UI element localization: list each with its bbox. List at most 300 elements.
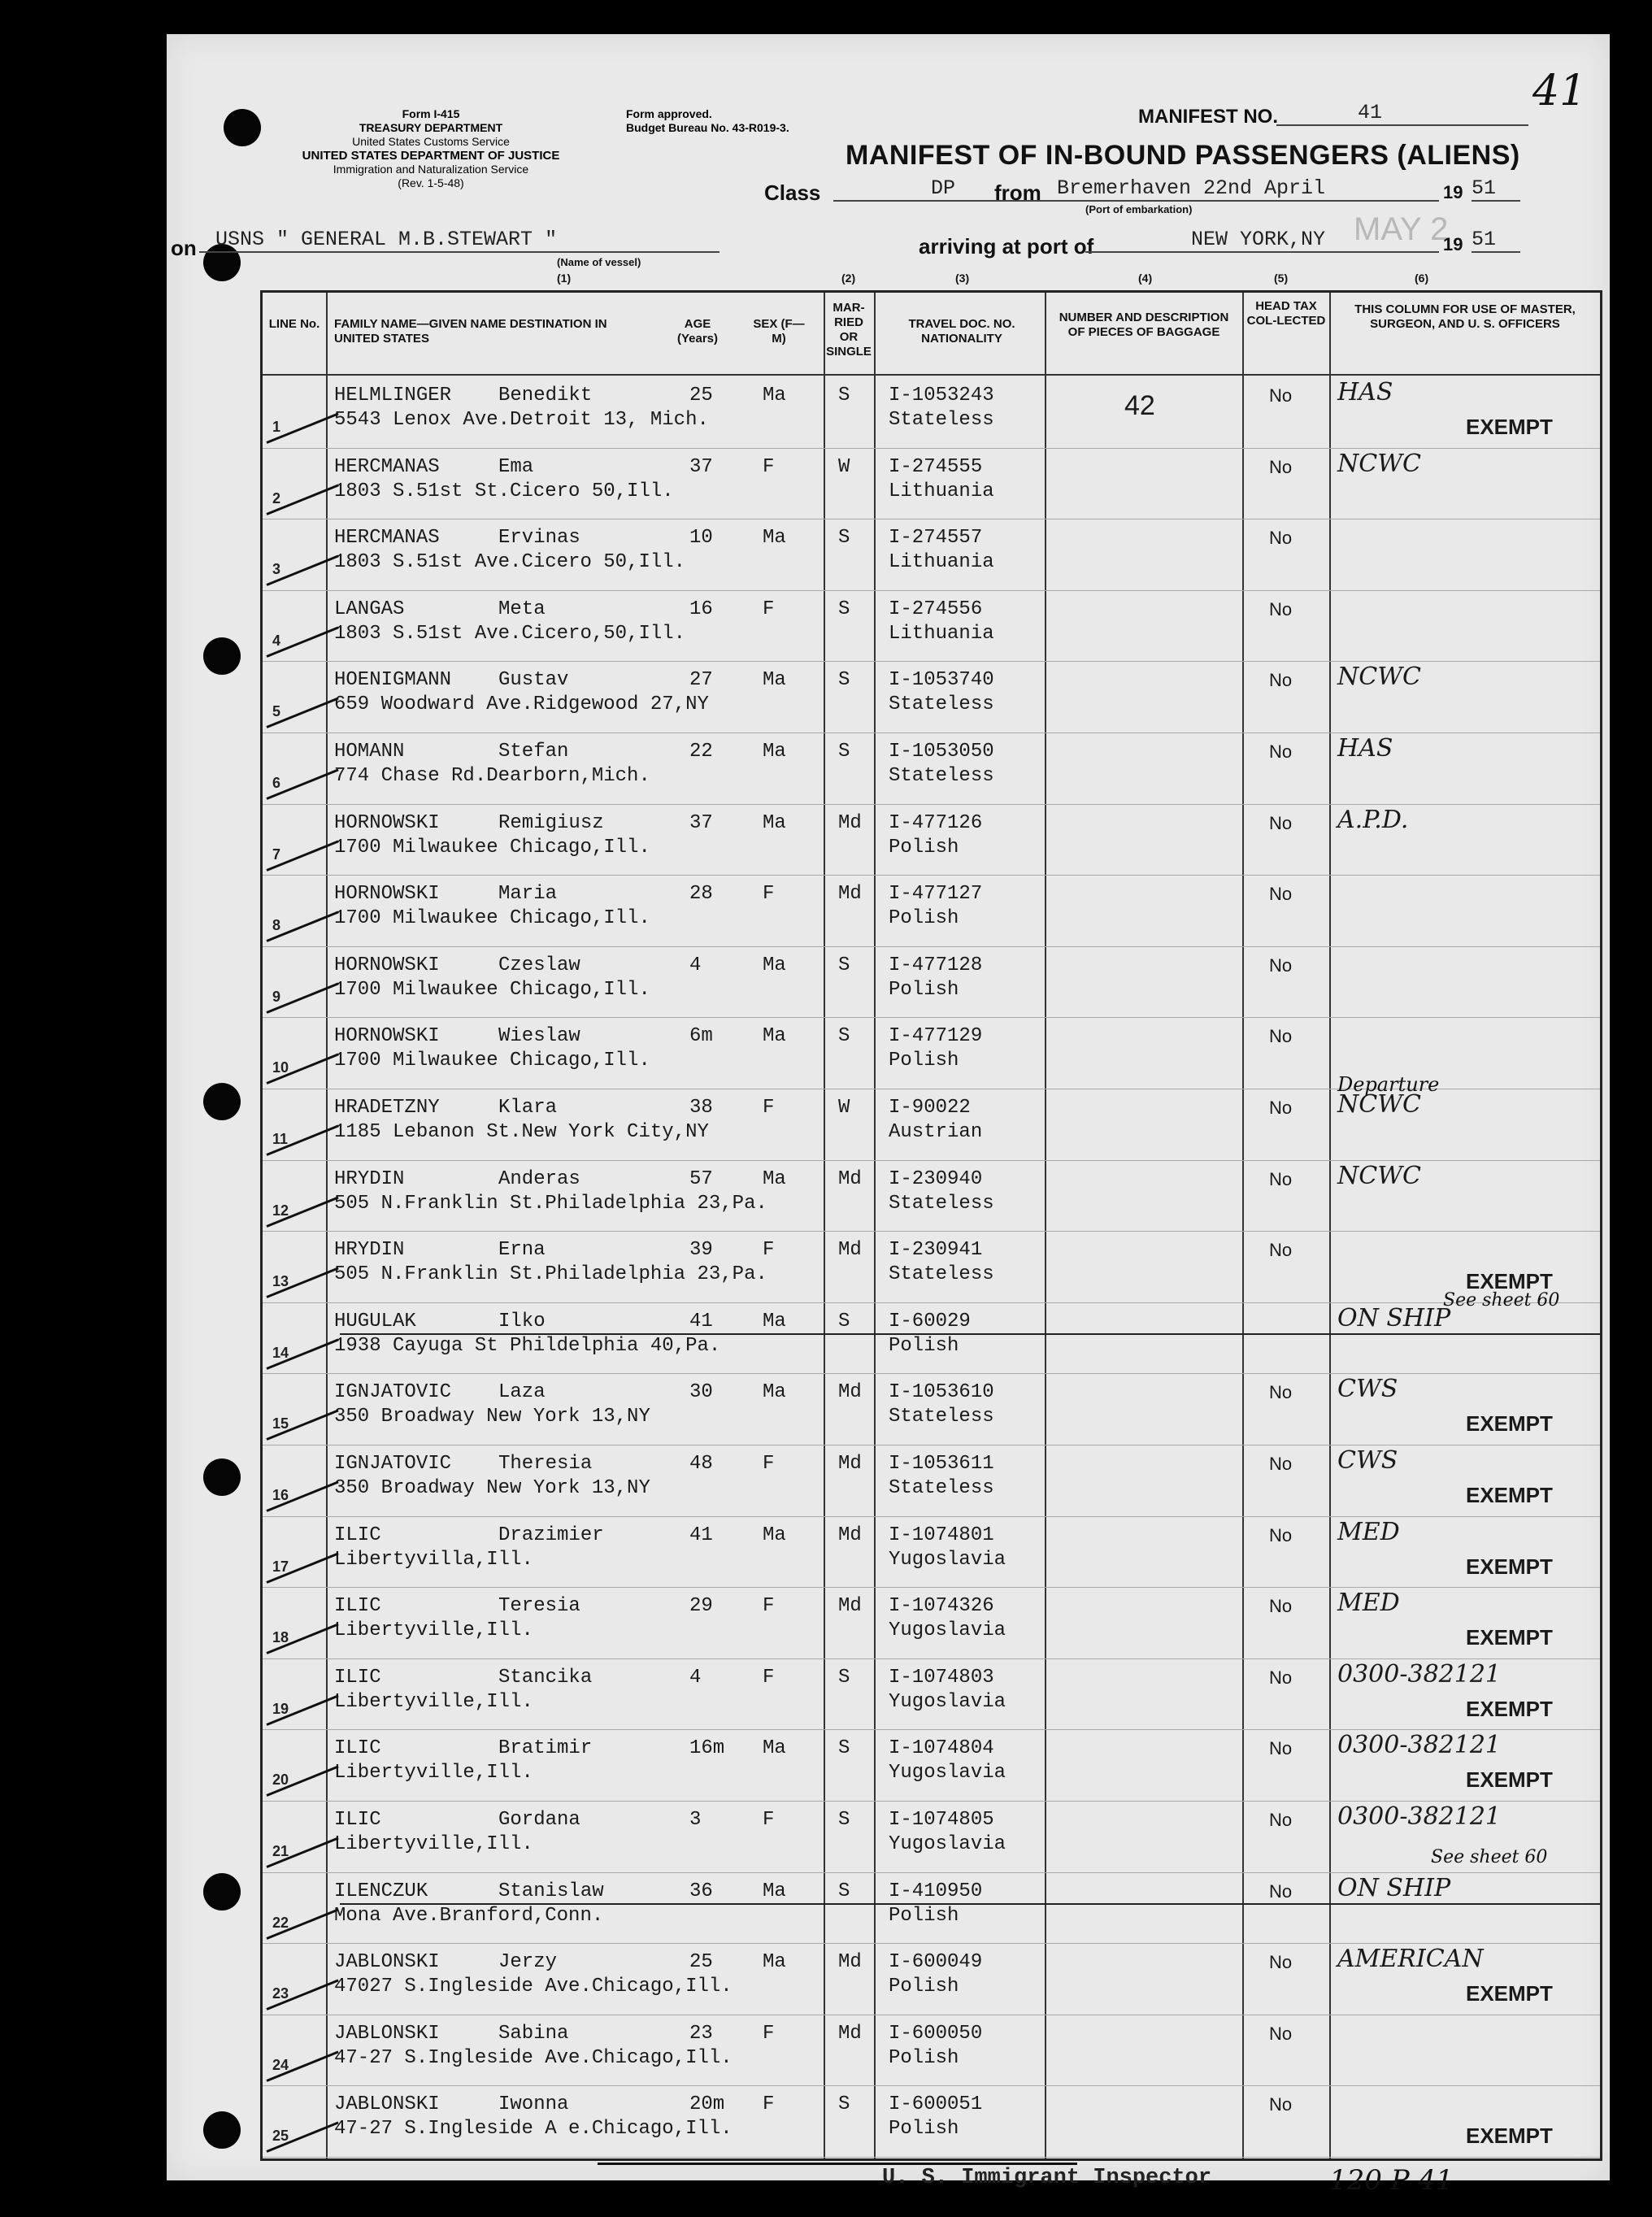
head-tax: No bbox=[1269, 1454, 1293, 1474]
manifest-no-text: 41 bbox=[1358, 101, 1383, 124]
col-number-4: (4) bbox=[1138, 272, 1153, 285]
officer-note: MED bbox=[1337, 1589, 1400, 1618]
marital-status: Md bbox=[838, 883, 862, 906]
given-name: Teresia bbox=[498, 1595, 580, 1618]
sex-value: F bbox=[763, 2022, 775, 2045]
marital-status: S bbox=[838, 1666, 850, 1689]
year-text: 51 bbox=[1472, 176, 1497, 200]
table-row bbox=[263, 1729, 1600, 1802]
line-number: 2 bbox=[272, 489, 281, 506]
destination-address: 1700 Milwaukee Chicago,Ill. bbox=[334, 836, 650, 859]
nationality: Stateless bbox=[889, 1192, 994, 1215]
age-value: 4 bbox=[689, 1666, 702, 1689]
age-value: 37 bbox=[689, 811, 713, 834]
age-value: 22 bbox=[689, 741, 713, 763]
family-name: ILIC bbox=[334, 1737, 381, 1760]
class-text: DP bbox=[931, 176, 956, 200]
travel-doc-no: I-1074804 bbox=[889, 1737, 994, 1760]
nationality: Stateless bbox=[889, 765, 994, 787]
line-number: 4 bbox=[272, 632, 281, 649]
table-row bbox=[263, 1943, 1600, 2015]
nationality: Stateless bbox=[889, 1477, 994, 1499]
given-name: Ervinas bbox=[498, 527, 580, 550]
travel-doc-no: I-60029 bbox=[889, 1310, 971, 1332]
given-name: Meta bbox=[498, 598, 546, 620]
sex-value: F bbox=[763, 455, 775, 478]
marital-status: Md bbox=[838, 1239, 862, 1262]
family-name: ILIC bbox=[334, 1809, 381, 1831]
table-row bbox=[263, 1516, 1600, 1589]
line-number: 7 bbox=[272, 846, 281, 863]
see-sheet-note-1: See sheet 60 bbox=[1443, 1290, 1560, 1311]
sex-value: Ma bbox=[763, 527, 786, 550]
destination-address: 350 Broadway New York 13,NY bbox=[334, 1477, 650, 1499]
given-name: Iwonna bbox=[498, 2093, 569, 2116]
given-name: Benedikt bbox=[498, 385, 593, 406]
table-row bbox=[263, 661, 1600, 733]
class-label: Class bbox=[764, 180, 821, 205]
nationality: Polish bbox=[889, 1904, 959, 1927]
nationality: Polish bbox=[889, 1050, 959, 1072]
line-number: 14 bbox=[272, 1344, 289, 1361]
nationality: Lithuania bbox=[889, 480, 994, 502]
family-name: HOENIGMANN bbox=[334, 669, 452, 692]
family-name: HELMLINGER bbox=[334, 385, 452, 406]
marital-status: S bbox=[838, 2093, 850, 2116]
travel-doc-no: I-1053610 bbox=[889, 1381, 994, 1404]
given-name: Gordana bbox=[498, 1809, 580, 1831]
table-row bbox=[263, 2015, 1600, 2087]
marital-status: Md bbox=[838, 1381, 862, 1404]
exempt-stamp: EXEMPT bbox=[1466, 1767, 1553, 1793]
marital-status: S bbox=[838, 1025, 850, 1048]
year-prefix: 19 bbox=[1443, 182, 1463, 202]
given-name: Ema bbox=[498, 455, 534, 478]
destination-address: 505 N.Franklin St.Philadelphia 23,Pa. bbox=[334, 1192, 767, 1215]
officer-note: ON SHIP bbox=[1337, 1873, 1451, 1902]
age-value: 28 bbox=[689, 883, 713, 906]
col-header-sex: SEX (F—M) bbox=[753, 317, 805, 346]
age-value: 25 bbox=[689, 1951, 713, 1974]
col-header-age: AGE (Years) bbox=[676, 317, 719, 346]
destination-address: 350 Broadway New York 13,NY bbox=[334, 1406, 650, 1428]
given-name: Stanislaw bbox=[498, 1880, 604, 1902]
officer-note: A.P.D. bbox=[1337, 805, 1409, 834]
age-value: 36 bbox=[689, 1880, 713, 1902]
sex-value: F bbox=[763, 1809, 775, 1831]
officer-note: CWS bbox=[1337, 1375, 1398, 1404]
destination-address: Libertyville,Ill. bbox=[334, 1762, 533, 1784]
col-header-officers: THIS COLUMN FOR USE OF MASTER, SURGEON, AND U. S. OFFICERS bbox=[1354, 302, 1576, 331]
line-number: 21 bbox=[272, 1843, 289, 1859]
manifest-page bbox=[167, 34, 1610, 2197]
marital-status: S bbox=[838, 1880, 850, 1902]
table-row bbox=[263, 590, 1600, 663]
travel-doc-no: I-1074326 bbox=[889, 1595, 994, 1618]
destination-address: 1185 Lebanon St.New York City,NY bbox=[334, 1121, 709, 1143]
exempt-stamp: EXEMPT bbox=[1466, 415, 1553, 439]
head-tax: No bbox=[1269, 598, 1293, 619]
punch-hole bbox=[203, 637, 241, 675]
sex-value: F bbox=[763, 1453, 775, 1475]
col-header-baggage: NUMBER AND DESCRIPTION OF PIECES OF BAGGAGE bbox=[1059, 311, 1229, 339]
vessel-value bbox=[199, 228, 719, 253]
sex-value: Ma bbox=[763, 1310, 786, 1332]
manifest-no-label: MANIFEST NO. bbox=[1138, 106, 1278, 128]
travel-doc-no: I-1053243 bbox=[889, 385, 994, 406]
age-value: 48 bbox=[689, 1453, 713, 1475]
nationality: Lithuania bbox=[889, 551, 994, 574]
head-tax: No bbox=[1269, 1880, 1293, 1902]
officer-note: 0300-382121 bbox=[1337, 1731, 1502, 1760]
travel-doc-no: I-1053050 bbox=[889, 741, 994, 763]
line-number: 1 bbox=[272, 419, 281, 435]
head-tax: No bbox=[1269, 2094, 1293, 2115]
family-name: ILIC bbox=[334, 1524, 381, 1546]
officer-note: 0300-382121 bbox=[1337, 1659, 1502, 1689]
table-row bbox=[263, 1231, 1600, 1303]
age-value: 57 bbox=[689, 1167, 713, 1190]
given-name: Anderas bbox=[498, 1167, 580, 1190]
head-tax: No bbox=[1269, 2023, 1293, 2044]
marital-status: Md bbox=[838, 1453, 862, 1475]
head-tax: No bbox=[1269, 884, 1293, 905]
nationality: Polish bbox=[889, 836, 959, 859]
sex-value: Ma bbox=[763, 1167, 786, 1190]
travel-doc-no: I-1074801 bbox=[889, 1524, 994, 1546]
punch-hole bbox=[203, 1458, 241, 1496]
sex-value: Ma bbox=[763, 1951, 786, 1974]
family-name: HOMANN bbox=[334, 741, 405, 763]
destination-address: 1700 Milwaukee Chicago,Ill. bbox=[334, 978, 650, 1001]
form-number: Form I-415 bbox=[402, 107, 460, 120]
sex-value: F bbox=[763, 1239, 775, 1262]
line-number: 13 bbox=[272, 1273, 289, 1290]
nationality: Yugoslavia bbox=[889, 1833, 1006, 1855]
family-name: HERCMANAS bbox=[334, 527, 440, 550]
sex-value: Ma bbox=[763, 1524, 786, 1546]
footer-code: 120 P 41 bbox=[1329, 2164, 1454, 2197]
exempt-stamp: EXEMPT bbox=[1466, 1554, 1553, 1579]
travel-doc-no: I-274557 bbox=[889, 527, 983, 550]
line-number: 19 bbox=[272, 1700, 289, 1717]
marital-status: Md bbox=[838, 1595, 862, 1618]
punch-hole bbox=[203, 1083, 241, 1120]
line-number: 15 bbox=[272, 1415, 289, 1432]
destination-address: 47027 S.Ingleside Ave.Chicago,Ill. bbox=[334, 1976, 733, 1998]
age-value: 23 bbox=[689, 2022, 713, 2045]
officer-note: NCWC bbox=[1337, 1090, 1421, 1119]
given-name: Theresia bbox=[498, 1453, 593, 1475]
punch-hole bbox=[203, 2111, 241, 2149]
exempt-stamp: EXEMPT bbox=[1466, 1483, 1553, 1507]
head-tax: No bbox=[1269, 812, 1293, 833]
line-number: 11 bbox=[272, 1131, 289, 1147]
form-approved: Form approved. bbox=[626, 107, 712, 120]
age-value: 37 bbox=[689, 455, 713, 478]
age-value: 41 bbox=[689, 1310, 713, 1332]
sex-value: Ma bbox=[763, 811, 786, 834]
department-of-justice: UNITED STATES DEPARTMENT OF JUSTICE bbox=[302, 149, 560, 163]
travel-doc-no: I-274556 bbox=[889, 598, 983, 620]
line-number: 20 bbox=[272, 1771, 289, 1789]
embarkation-text: Bremerhaven 22nd April bbox=[1057, 176, 1326, 200]
on-label: on bbox=[171, 236, 197, 260]
family-name: IGNJATOVIC bbox=[334, 1381, 452, 1404]
baggage-count: 42 bbox=[1124, 390, 1155, 421]
destination-address: 1938 Cayuga St Phildelphia 40,Pa. bbox=[334, 1334, 721, 1357]
line-number: 12 bbox=[272, 1202, 289, 1219]
given-name: Czeslaw bbox=[498, 954, 580, 976]
travel-doc-no: I-600050 bbox=[889, 2022, 983, 2045]
head-tax: No bbox=[1269, 528, 1293, 549]
line-number: 22 bbox=[272, 1914, 289, 1931]
marital-status: S bbox=[838, 741, 850, 763]
age-value: 39 bbox=[689, 1239, 713, 1262]
col-number-3: (3) bbox=[955, 272, 970, 285]
given-name: Ilko bbox=[498, 1310, 546, 1332]
marital-status: Md bbox=[838, 2022, 862, 2045]
nationality: Yugoslavia bbox=[889, 1690, 1006, 1713]
travel-doc-no: I-1074805 bbox=[889, 1809, 994, 1831]
family-name: IGNJATOVIC bbox=[334, 1453, 452, 1475]
passenger-table bbox=[260, 290, 1602, 2161]
travel-doc-no: I-477129 bbox=[889, 1025, 983, 1048]
header-divider bbox=[263, 374, 1600, 376]
marital-status: S bbox=[838, 1310, 850, 1332]
given-name: Drazimier bbox=[498, 1524, 604, 1546]
year-prefix-2: 19 bbox=[1443, 234, 1463, 254]
marital-status: S bbox=[838, 385, 850, 406]
age-value: 20m bbox=[689, 2093, 725, 2116]
nationality: Stateless bbox=[889, 1406, 994, 1428]
exempt-stamp: EXEMPT bbox=[1466, 1696, 1553, 1721]
exempt-stamp: EXEMPT bbox=[1466, 1981, 1553, 2006]
given-name: Erna bbox=[498, 1239, 546, 1262]
vessel-text: USNS " GENERAL M.B.STEWART " bbox=[215, 228, 558, 251]
destination-address: 47-27 S.Ingleside A e.Chicago,Ill. bbox=[334, 2118, 733, 2141]
table-row bbox=[263, 519, 1600, 591]
table-row bbox=[263, 1373, 1600, 1445]
exempt-stamp: EXEMPT bbox=[1466, 2124, 1553, 2149]
manifest-no-value bbox=[1276, 101, 1528, 126]
destination-address: Libertyville,Ill. bbox=[334, 1619, 533, 1642]
sex-value: F bbox=[763, 883, 775, 906]
destination-address: 1803 S.51st Ave.Cicero,50,Ill. bbox=[334, 622, 686, 645]
col-header-married: MAR-RIED OR SINGLE bbox=[826, 301, 872, 359]
col-number-2: (2) bbox=[841, 272, 856, 285]
destination-address: 659 Woodward Ave.Ridgewood 27,NY bbox=[334, 693, 709, 716]
travel-doc-no: I-230940 bbox=[889, 1167, 983, 1190]
table-row bbox=[263, 1302, 1600, 1375]
arrival-year-text: 51 bbox=[1472, 228, 1497, 251]
line-number: 5 bbox=[272, 703, 281, 720]
travel-doc-no: I-410950 bbox=[889, 1880, 983, 1902]
table-row bbox=[263, 1160, 1600, 1232]
ins-service: Immigration and Naturalization Service bbox=[333, 163, 529, 176]
officer-note: HAS bbox=[1337, 378, 1393, 406]
age-value: 27 bbox=[689, 669, 713, 692]
arrival-date-stamp: MAY 2 bbox=[1354, 211, 1449, 247]
nationality: Polish bbox=[889, 1976, 959, 1998]
sex-value: Ma bbox=[763, 1880, 786, 1902]
line-number: 8 bbox=[272, 917, 281, 934]
destination-address: Mona Ave.Branford,Conn. bbox=[334, 1904, 604, 1927]
nationality: Stateless bbox=[889, 693, 994, 716]
age-value: 4 bbox=[689, 954, 702, 976]
sex-value: Ma bbox=[763, 741, 786, 763]
exempt-stamp: EXEMPT bbox=[1466, 1411, 1553, 1437]
marital-status: S bbox=[838, 527, 850, 550]
head-tax: No bbox=[1269, 741, 1293, 762]
budget-bureau: Budget Bureau No. 43-R019-3. bbox=[626, 121, 789, 134]
nationality: Yugoslavia bbox=[889, 1548, 1006, 1571]
year-value bbox=[1472, 176, 1520, 202]
destination-address: Libertyville,Ill. bbox=[334, 1690, 533, 1713]
age-value: 29 bbox=[689, 1595, 713, 1618]
customs-service: United States Customs Service bbox=[352, 135, 510, 148]
officer-note: MED bbox=[1337, 1517, 1400, 1546]
sex-value: Ma bbox=[763, 669, 786, 692]
col-header-line: LINE No. bbox=[268, 317, 320, 331]
officer-note: HAS bbox=[1337, 734, 1393, 763]
nationality: Polish bbox=[889, 1334, 959, 1357]
marital-status: W bbox=[838, 455, 850, 478]
given-name: Stefan bbox=[498, 741, 569, 763]
nationality: Polish bbox=[889, 2046, 959, 2069]
form-header-block bbox=[240, 107, 622, 190]
given-name: Gustav bbox=[498, 669, 569, 692]
given-name: Stancika bbox=[498, 1666, 593, 1689]
officer-note: NCWC bbox=[1337, 449, 1421, 478]
col-number-1: (1) bbox=[557, 272, 572, 285]
head-tax: No bbox=[1269, 1596, 1293, 1617]
age-value: 10 bbox=[689, 527, 713, 550]
marital-status: W bbox=[838, 1097, 850, 1119]
table-row bbox=[263, 1801, 1600, 1873]
form-approval-block bbox=[626, 107, 870, 135]
travel-doc-no: I-600051 bbox=[889, 2093, 983, 2116]
nationality: Polish bbox=[889, 907, 959, 930]
sex-value: F bbox=[763, 1097, 775, 1119]
head-tax: No bbox=[1269, 1524, 1293, 1545]
given-name: Remigiusz bbox=[498, 811, 604, 834]
family-name: ILIC bbox=[334, 1595, 381, 1618]
arriving-text: NEW YORK,NY bbox=[1191, 228, 1326, 251]
departure-note: Departure bbox=[1337, 1073, 1440, 1096]
nationality: Yugoslavia bbox=[889, 1619, 1006, 1642]
head-tax: No bbox=[1269, 1382, 1293, 1403]
line-number: 3 bbox=[272, 561, 281, 578]
marital-status: S bbox=[838, 954, 850, 976]
col-number-6: (6) bbox=[1415, 272, 1429, 285]
sex-value: F bbox=[763, 598, 775, 620]
line-number: 10 bbox=[272, 1059, 289, 1076]
travel-doc-no: I-477126 bbox=[889, 811, 983, 834]
form-revision: (Rev. 1-5-48) bbox=[398, 176, 464, 189]
table-row bbox=[263, 1445, 1600, 1517]
nationality: Stateless bbox=[889, 409, 994, 431]
see-sheet-note-2: See sheet 60 bbox=[1431, 1847, 1548, 1867]
officer-note: NCWC bbox=[1337, 1161, 1421, 1190]
nationality: Polish bbox=[889, 2118, 959, 2141]
line-number: 17 bbox=[272, 1558, 289, 1575]
family-name: HUGULAK bbox=[334, 1310, 416, 1332]
sex-value: Ma bbox=[763, 1381, 786, 1404]
given-name: Laza bbox=[498, 1381, 546, 1404]
destination-address: 1700 Milwaukee Chicago,Ill. bbox=[334, 1050, 650, 1072]
travel-doc-no: I-230941 bbox=[889, 1239, 983, 1262]
table-row bbox=[263, 1587, 1600, 1659]
sex-value: F bbox=[763, 1666, 775, 1689]
family-name: LANGAS bbox=[334, 598, 405, 620]
line-number: 16 bbox=[272, 1487, 289, 1503]
age-value: 41 bbox=[689, 1524, 713, 1546]
family-name: HRYDIN bbox=[334, 1239, 405, 1262]
destination-address: Libertyville,Ill. bbox=[334, 1833, 533, 1855]
embarkation-value bbox=[1049, 176, 1439, 202]
head-tax: No bbox=[1269, 1098, 1293, 1118]
sex-value: Ma bbox=[763, 385, 786, 406]
nationality: Lithuania bbox=[889, 622, 994, 645]
travel-doc-no: I-274555 bbox=[889, 455, 983, 478]
line-number: 6 bbox=[272, 775, 281, 791]
nationality: Stateless bbox=[889, 1263, 994, 1286]
table-row bbox=[263, 1658, 1600, 1731]
table-row bbox=[263, 875, 1600, 947]
strike-line bbox=[340, 1903, 1600, 1905]
sex-value: F bbox=[763, 2093, 775, 2116]
travel-doc-no: I-1053611 bbox=[889, 1453, 994, 1475]
arrival-year bbox=[1472, 228, 1520, 253]
given-name: Wieslaw bbox=[498, 1025, 580, 1048]
table-row bbox=[263, 1089, 1600, 1161]
head-tax: No bbox=[1269, 456, 1293, 477]
strike-line bbox=[340, 1333, 1600, 1335]
given-name: Maria bbox=[498, 883, 558, 906]
officer-note: NCWC bbox=[1337, 663, 1421, 692]
col-header-head-tax: HEAD TAX COL-LECTED bbox=[1246, 299, 1326, 328]
sex-value: Ma bbox=[763, 1025, 786, 1048]
destination-address: 774 Chase Rd.Dearborn,Mich. bbox=[334, 765, 650, 787]
destination-address: 1803 S.51st St.Cicero 50,Ill. bbox=[334, 480, 674, 502]
sex-value: Ma bbox=[763, 954, 786, 976]
col-header-name: FAMILY NAME—GIVEN NAME DESTINATION IN UNITED STATES bbox=[334, 317, 607, 346]
nationality: Polish bbox=[889, 978, 959, 1001]
exempt-stamp: EXEMPT bbox=[1466, 1625, 1553, 1650]
travel-doc-no: I-90022 bbox=[889, 1097, 971, 1119]
age-value: 16 bbox=[689, 598, 713, 620]
page-title: MANIFEST OF IN-BOUND PASSENGERS (ALIENS) bbox=[846, 140, 1520, 171]
family-name: HORNOWSKI bbox=[334, 954, 440, 976]
family-name: HORNOWSKI bbox=[334, 811, 440, 834]
marital-status: S bbox=[838, 1809, 850, 1831]
officer-note: ON SHIP bbox=[1337, 1303, 1451, 1332]
punch-hole bbox=[203, 1873, 241, 1911]
inspector-title: U. S. Immigrant Inspector bbox=[882, 2166, 1212, 2190]
family-name: JABLONSKI bbox=[334, 2022, 440, 2045]
age-value: 30 bbox=[689, 1381, 713, 1404]
nationality: Austrian bbox=[889, 1121, 983, 1143]
head-tax: No bbox=[1269, 1026, 1293, 1047]
officer-note: 0300-382121 bbox=[1337, 1802, 1502, 1831]
marital-status: S bbox=[838, 1737, 850, 1760]
age-value: 25 bbox=[689, 385, 713, 406]
family-name: HRYDIN bbox=[334, 1167, 405, 1190]
head-tax: No bbox=[1269, 1168, 1293, 1189]
line-number: 24 bbox=[272, 2056, 289, 2073]
marital-status: Md bbox=[838, 1524, 862, 1546]
